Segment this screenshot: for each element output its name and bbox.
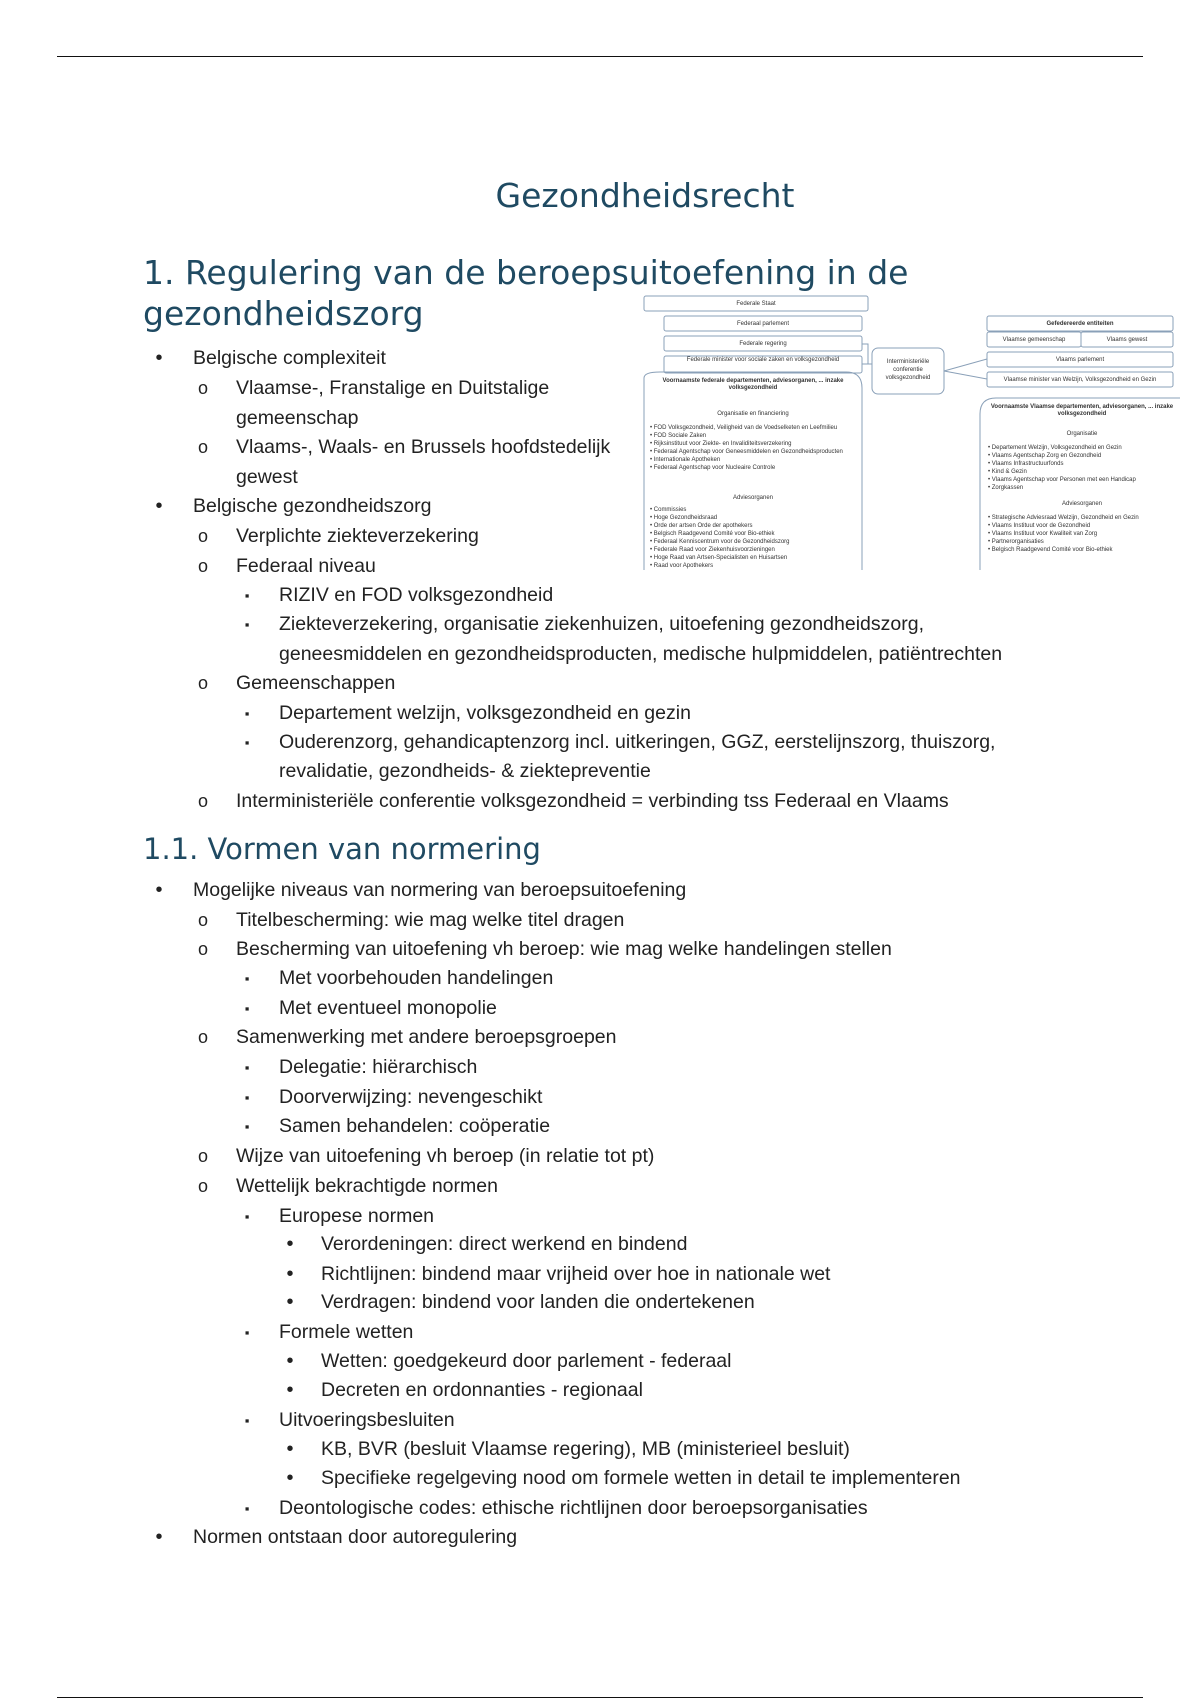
diagram-federated-entities: Gefedereerde entiteiten xyxy=(1046,321,1114,327)
bullet-icon: • xyxy=(286,1350,294,1372)
diagram-flemish-minister: Vlaamse minister van Welzijn, Volksgezondheid en Gezin xyxy=(1003,377,1157,383)
list-item-text: Federaal niveau xyxy=(236,555,376,577)
diagram-list-item: • Partnerorganisaties xyxy=(988,539,1044,545)
list-item-text: gemeenschap xyxy=(236,407,359,429)
diagram-list-item: • Orde der artsen Orde der apothekers xyxy=(650,523,753,529)
bullet-icon: o xyxy=(197,939,208,959)
list-item-text: Departement welzijn, volksgezondheid en gezin xyxy=(279,702,691,724)
list-item-text: Richtlijnen: bindend maar vrijheid over hoe in nationale wet xyxy=(321,1263,831,1285)
list-item-text: Ouderenzorg, gehandicaptenzorg incl. uitkeringen, GGZ, eerstelijnszorg, thuiszorg, xyxy=(279,731,996,753)
list-item-text: Bescherming van uitoefening vh beroep: wie mag welke handelingen stellen xyxy=(236,938,892,960)
diagram-list-item: • Federaal Agentschap voor Nucleaire Controle xyxy=(650,465,776,471)
list-item-text: KB, BVR (besluit Vlaamse regering), MB (ministerieel besluit) xyxy=(321,1438,850,1460)
diagram-list-item: • Hoge Gezondheidsraad xyxy=(650,515,718,521)
list-item-text: Belgische gezondheidszorg xyxy=(193,495,432,517)
list-item-text: Vlaamse-, Franstalige en Duitstalige xyxy=(236,377,550,399)
diagram-list-item: • Kind & Gezin xyxy=(988,469,1027,475)
list-item-text: Met voorbehouden handelingen xyxy=(279,967,554,989)
diagram-federal-bodies-title: Voornaamste federale departementen, adviesorganen, ... inzake volksgezondheid xyxy=(662,378,844,391)
list-item-text: Verdragen: bindend voor landen die ondertekenen xyxy=(321,1291,755,1313)
list-item-text: Interministeriële conferentie volksgezondheid = verbinding tss Federaal en Vlaams xyxy=(236,790,949,812)
diagram-list-item: • Vlaams Agentschap Zorg en Gezondheid xyxy=(988,453,1102,459)
bullet-icon: o xyxy=(197,1027,208,1047)
diagram-federal-state: Federale Staat xyxy=(736,301,776,307)
list-item-text: gewest xyxy=(236,466,298,488)
list-item-text: Verplichte ziekteverzekering xyxy=(236,525,479,547)
diagram-list-item: • Vlaams Agentschap voor Personen met een Handicap xyxy=(988,477,1136,483)
list-item-text: Vlaams-, Waals- en Brussels hoofdstedelijk xyxy=(236,436,611,458)
list-item-text: Delegatie: hiërarchisch xyxy=(279,1056,478,1078)
bullet-icon: • xyxy=(155,347,163,369)
diagram-list-item: • Belgisch Raadgevend Comité voor Bio-ethiek xyxy=(650,531,775,537)
diagram-federal-adv-head: Adviesorganen xyxy=(732,495,774,501)
diagram-list-item: • Zorgkassen xyxy=(988,485,1024,491)
list-item-text: Decreten en ordonnanties - regionaal xyxy=(321,1379,643,1401)
diagram-federal-org-head: Organisatie en financiering xyxy=(717,411,789,417)
list-item-text: Normen ontstaan door autoregulering xyxy=(193,1526,518,1548)
bullet-icon: ▪ xyxy=(244,1090,250,1105)
diagram-flemish-adv-head: Adviesorganen xyxy=(1061,501,1103,507)
list-item-text: Wettelijk bekrachtigde normen xyxy=(236,1175,498,1197)
diagram-flemish-community: Vlaamse gemeenschap xyxy=(1002,337,1066,343)
diagram-list-item: • Strategische Adviesraad Welzijn, Gezondheid en Gezin xyxy=(988,515,1139,521)
list-item-text: Ziekteverzekering, organisatie ziekenhuizen, uitoefening gezondheidszorg, xyxy=(279,613,924,635)
bullet-icon: • xyxy=(155,495,163,517)
bullet-icon: • xyxy=(286,1379,294,1401)
list-item-text: Mogelijke niveaus van normering van beroepsuitoefening xyxy=(193,879,687,901)
diagram-federal-org-list xyxy=(650,424,855,472)
list-item-text: Specifieke regelgeving nood om formele wetten in detail te implementeren xyxy=(321,1467,961,1489)
diagram-list-item: • Vlaams Infrastructuurfonds xyxy=(988,461,1064,467)
diagram-flemish-parliament: Vlaams parlement xyxy=(1055,357,1105,363)
bullet-icon: ▪ xyxy=(244,971,250,986)
diagram-flemish-org-list xyxy=(988,444,1178,492)
diagram-list-item: • Internationale Apotheken xyxy=(650,457,721,463)
section-1-heading: 1. Regulering van de beroepsuitoefening in de gezondheidszorg xyxy=(143,253,909,333)
list-item-text: RIZIV en FOD volksgezondheid xyxy=(279,584,554,606)
list-item-text: revalidatie, gezondheids- & ziektepreventie xyxy=(279,760,651,782)
bullet-icon: ▪ xyxy=(244,1325,250,1340)
bullet-icon: ▪ xyxy=(244,1501,250,1516)
list-item-text: Samen behandelen: coöperatie xyxy=(279,1115,551,1137)
list-item-text: Deontologische codes: ethische richtlijnen door beroepsorganisaties xyxy=(279,1497,868,1519)
list-item-text: Gemeenschappen xyxy=(236,672,396,694)
bullet-icon: • xyxy=(286,1263,294,1285)
bullet-icon: o xyxy=(197,791,208,811)
diagram-flemish-bodies-title: Voornaamste Vlaamse departementen, adviesorganen, ... inzake volksgezondheid xyxy=(990,404,1174,417)
bullet-icon: ▪ xyxy=(244,1119,250,1134)
list-item-text: Verordeningen: direct werkend en bindend xyxy=(321,1233,688,1255)
bullet-icon: • xyxy=(286,1438,294,1460)
bullet-icon: ▪ xyxy=(244,617,250,632)
diagram-list-item: • FOD Sociale Zaken xyxy=(650,433,707,439)
bullet-icon: o xyxy=(197,526,208,546)
bullet-icon: o xyxy=(197,378,208,398)
diagram-list-item: • Federaal Agentschap voor Geneesmiddelen en Gezondheidsproducten xyxy=(650,449,843,455)
bullet-icon: ▪ xyxy=(244,1060,250,1075)
list-item-text: geneesmiddelen en gezondheidsproducten, medische hulpmiddelen, patiëntrechten xyxy=(279,643,1003,665)
bullet-icon: ▪ xyxy=(244,1001,250,1016)
bullet-icon: o xyxy=(197,1146,208,1166)
top-rule xyxy=(57,56,1143,57)
diagram-list-item: • Belgisch Raadgevend Comité voor Bio-ethiek xyxy=(988,547,1113,553)
diagram-flemish-org-head: Organisatie xyxy=(1066,431,1098,437)
diagram-list-item: • Hoge Raad van Artsen-Specialisten en Huisartsen xyxy=(650,555,788,561)
bullet-icon: • xyxy=(155,1526,163,1548)
governance-diagram xyxy=(640,292,1180,570)
bullet-icon: • xyxy=(286,1467,294,1489)
diagram-federal-minister: Federale minister voor sociale zaken en volksgezondheid xyxy=(686,357,840,363)
list-item-text: Wetten: goedgekeurd door parlement - federaal xyxy=(321,1350,732,1372)
diagram-list-item: • Departement Welzijn, Volksgezondheid en Gezin xyxy=(988,445,1122,451)
bullet-icon: ▪ xyxy=(244,588,250,603)
diagram-imc: Interministeriële conferentie volksgezondheid xyxy=(885,359,931,381)
diagram-list-item: • Commissies xyxy=(650,507,687,513)
diagram-federal-adv-list xyxy=(650,506,855,570)
bottom-rule xyxy=(57,1697,1143,1698)
list-item-text: Titelbescherming: wie mag welke titel dragen xyxy=(236,909,625,931)
document-title: Gezondheidsrecht xyxy=(495,176,795,215)
bullet-icon: o xyxy=(197,437,208,457)
bullet-icon: o xyxy=(197,673,208,693)
list-item-text: Europese normen xyxy=(279,1205,435,1227)
bullet-icon: • xyxy=(286,1233,294,1255)
diagram-federal-parliament: Federaal parlement xyxy=(736,321,790,327)
section-1-1-heading: 1.1. Vormen van normering xyxy=(143,832,541,866)
list-item-text: Met eventueel monopolie xyxy=(279,997,497,1019)
diagram-list-item: • Rijksinstituut voor Ziekte- en Invaliditeitsverzekering xyxy=(650,441,792,447)
bullet-icon: o xyxy=(197,556,208,576)
bullet-icon: ▪ xyxy=(244,706,250,721)
bullet-icon: • xyxy=(286,1291,294,1313)
diagram-federal-government: Federale regering xyxy=(739,341,787,347)
diagram-list-item: • Federaal Kenniscentrum voor de Gezondheidszorg xyxy=(650,539,790,545)
diagram-flemish-adv-list xyxy=(988,514,1178,554)
bullet-icon: ▪ xyxy=(244,735,250,750)
list-item-text: Samenwerking met andere beroepsgroepen xyxy=(236,1026,617,1048)
list-item-text: Uitvoeringsbesluiten xyxy=(279,1409,455,1431)
diagram-list-item: • Vlaams Instituut voor de Gezondheid xyxy=(988,523,1091,529)
diagram-list-item: • Raad voor Apothekers xyxy=(650,563,714,569)
list-item-text: Doorverwijzing: nevengeschikt xyxy=(279,1086,543,1108)
list-item-text: Formele wetten xyxy=(279,1321,414,1343)
bullet-icon: o xyxy=(197,1176,208,1196)
list-item-text: Wijze van uitoefening vh beroep (in relatie tot pt) xyxy=(236,1145,655,1167)
diagram-list-item: • Vlaams Instituut voor Kwaliteit van Zorg xyxy=(988,531,1098,537)
diagram-list-item: • FOD Volksgezondheid, Veiligheid van de Voedselketen en Leefmilieu xyxy=(650,425,838,431)
diagram-list-item: • Federale Raad voor Ziekenhuisvoorzieningen xyxy=(650,547,775,553)
diagram-flemish-region: Vlaams gewest xyxy=(1106,337,1148,343)
bullet-icon: ▪ xyxy=(244,1209,250,1224)
list-item-text: Belgische complexiteit xyxy=(193,347,386,369)
bullet-icon: o xyxy=(197,910,208,930)
bullet-icon: ▪ xyxy=(244,1413,250,1428)
bullet-icon: • xyxy=(155,879,163,901)
